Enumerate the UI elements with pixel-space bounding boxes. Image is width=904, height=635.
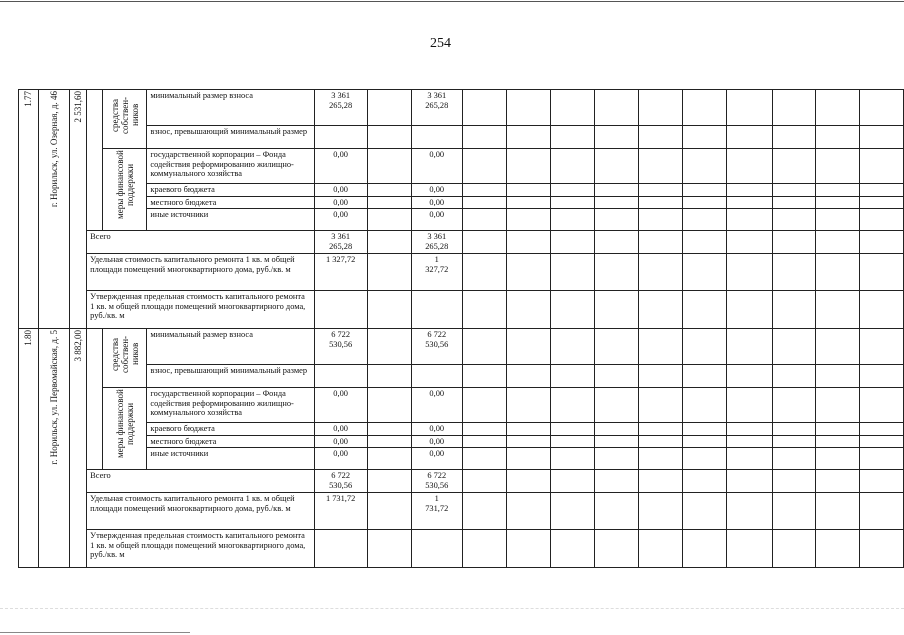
unit-cost-empty-cell: [551, 254, 595, 291]
limit-cost-empty-cell: [682, 291, 726, 329]
limit-cost-empty-cell: [859, 291, 903, 329]
source-value-1: 0,00: [314, 423, 367, 436]
total-empty-cell: [638, 470, 682, 493]
unit-cost-empty-cell: [462, 493, 506, 530]
total-empty-cell: [462, 231, 506, 254]
unit-cost-value-blank: [367, 493, 411, 530]
source-empty-cell: [859, 423, 903, 436]
address-text: г. Норильск, ул. Первомайская, д. 5: [49, 330, 60, 465]
limit-cost-value-2: [411, 530, 462, 568]
source-empty-cell: [727, 388, 773, 423]
source-empty-cell: [595, 388, 638, 423]
source-empty-cell: [816, 423, 859, 436]
source-empty-cell: [462, 126, 506, 149]
source-empty-cell: [682, 448, 726, 470]
source-empty-cell: [859, 209, 903, 231]
unit-cost-value-2: 1 731,72: [411, 493, 462, 530]
limit-cost-empty-cell: [773, 291, 816, 329]
limit-cost-empty-cell: [816, 291, 859, 329]
source-empty-cell: [551, 435, 595, 448]
source-label: государственной корпорации – Фонда содействия реформированию жилищно-коммунального хозяйства: [147, 388, 314, 423]
unit-cost-empty-cell: [638, 254, 682, 291]
limit-cost-empty-cell: [462, 530, 506, 568]
source-empty-cell: [727, 196, 773, 209]
item-number: [19, 90, 39, 329]
unit-cost-empty-cell: [816, 493, 859, 530]
source-value-blank: [367, 126, 411, 149]
unit-cost-empty-cell: [595, 254, 638, 291]
source-value-2: 3 361 265,28: [411, 90, 462, 126]
source-empty-cell: [595, 184, 638, 197]
source-label: государственной корпорации – Фонда содействия реформированию жилищно-коммунального хозяйства: [147, 149, 314, 184]
source-empty-cell: [773, 149, 816, 184]
source-empty-cell: [462, 435, 506, 448]
source-value-blank: [367, 209, 411, 231]
total-empty-cell: [595, 470, 638, 493]
unit-cost-empty-cell: [638, 493, 682, 530]
source-empty-cell: [638, 388, 682, 423]
unit-cost-empty-cell: [551, 493, 595, 530]
source-value-2: 0,00: [411, 423, 462, 436]
unit-cost-value-1: 1 731,72: [314, 493, 367, 530]
source-empty-cell: [551, 90, 595, 126]
source-empty-cell: [773, 90, 816, 126]
table-row: [19, 493, 904, 530]
source-empty-cell: [859, 196, 903, 209]
limit-cost-empty-cell: [638, 291, 682, 329]
source-empty-cell: [727, 126, 773, 149]
source-label: местного бюджета: [147, 196, 314, 209]
source-empty-cell: [506, 209, 550, 231]
source-empty-cell: [638, 149, 682, 184]
source-empty-cell: [506, 423, 550, 436]
total-value-blank: [367, 231, 411, 254]
table-row: [19, 126, 904, 149]
source-value-1: 0,00: [314, 196, 367, 209]
source-empty-cell: [462, 329, 506, 365]
source-empty-cell: [506, 435, 550, 448]
source-value-blank: [367, 388, 411, 423]
page-fold-line: [0, 608, 904, 609]
owners-funds-group-text: средства собствен-ников: [109, 335, 140, 373]
source-empty-cell: [462, 149, 506, 184]
source-value-blank: [367, 196, 411, 209]
item-number: [19, 329, 39, 568]
table-row: [19, 149, 904, 184]
source-empty-cell: [773, 184, 816, 197]
source-empty-cell: [727, 184, 773, 197]
item-number-text: 1.80: [23, 330, 34, 346]
source-empty-cell: [595, 423, 638, 436]
source-empty-cell: [551, 329, 595, 365]
source-empty-cell: [638, 329, 682, 365]
source-empty-cell: [462, 209, 506, 231]
address: [38, 329, 69, 568]
source-value-1: 0,00: [314, 388, 367, 423]
source-empty-cell: [727, 365, 773, 388]
source-empty-cell: [551, 423, 595, 436]
total-value-2: 3 361 265,28: [411, 231, 462, 254]
source-value-blank: [367, 365, 411, 388]
source-empty-cell: [773, 435, 816, 448]
total-label: Всего: [87, 470, 315, 493]
financial-support-group-text: меры финансовой поддержки: [114, 389, 135, 459]
source-value-2: 0,00: [411, 196, 462, 209]
source-label: взнос, превышающий минимальный размер: [147, 365, 314, 388]
source-value-blank: [367, 149, 411, 184]
source-empty-cell: [638, 126, 682, 149]
limit-cost-value-1: [314, 291, 367, 329]
source-empty-cell: [859, 448, 903, 470]
table-row: [19, 329, 904, 365]
total-label: Всего: [87, 231, 315, 254]
total-empty-cell: [682, 231, 726, 254]
table-row: [19, 448, 904, 470]
total-empty-cell: [816, 231, 859, 254]
source-empty-cell: [816, 149, 859, 184]
table-row: [19, 435, 904, 448]
source-empty-cell: [595, 448, 638, 470]
source-empty-cell: [816, 365, 859, 388]
source-empty-cell: [682, 365, 726, 388]
source-empty-cell: [682, 388, 726, 423]
total-empty-cell: [506, 470, 550, 493]
limit-cost-empty-cell: [595, 530, 638, 568]
source-empty-cell: [551, 126, 595, 149]
unit-cost-value-blank: [367, 254, 411, 291]
source-empty-cell: [506, 149, 550, 184]
source-empty-cell: [859, 90, 903, 126]
total-empty-cell: [551, 231, 595, 254]
total-area-text: 3 882,00: [73, 330, 84, 362]
financial-support-group-text: меры финансовой поддержки: [114, 150, 135, 220]
limit-cost-empty-cell: [727, 530, 773, 568]
limit-cost-label: Утвержденная предельная стоимость капитального ремонта 1 кв. м общей площади помещений многоквартирного дома, руб./кв. м: [87, 530, 315, 568]
source-empty-cell: [859, 435, 903, 448]
source-value-blank: [367, 184, 411, 197]
source-empty-cell: [638, 209, 682, 231]
owners-funds-group-text: средства собствен-ников: [109, 96, 140, 134]
source-value-1: 0,00: [314, 448, 367, 470]
unit-cost-empty-cell: [506, 493, 550, 530]
source-empty-cell: [462, 448, 506, 470]
limit-cost-empty-cell: [859, 530, 903, 568]
source-empty-cell: [638, 184, 682, 197]
source-empty-cell: [506, 329, 550, 365]
source-empty-cell: [682, 126, 726, 149]
source-empty-cell: [816, 329, 859, 365]
unit-cost-empty-cell: [816, 254, 859, 291]
source-label: краевого бюджета: [147, 423, 314, 436]
source-value-blank: [367, 329, 411, 365]
source-empty-cell: [595, 90, 638, 126]
source-empty-cell: [638, 448, 682, 470]
source-value-1: 0,00: [314, 435, 367, 448]
source-empty-cell: [595, 209, 638, 231]
total-empty-cell: [551, 470, 595, 493]
page-top-border: [0, 1, 904, 2]
unit-cost-empty-cell: [859, 493, 903, 530]
source-empty-cell: [551, 448, 595, 470]
total-empty-cell: [773, 470, 816, 493]
source-empty-cell: [462, 184, 506, 197]
total-empty-cell: [595, 231, 638, 254]
source-label: минимальный размер взноса: [147, 90, 314, 126]
total-value-blank: [367, 470, 411, 493]
unit-cost-label: Удельная стоимость капитального ремонта 1 кв. м общей площади помещений многоквартирного дома, руб./кв. м: [87, 254, 315, 291]
source-label: иные источники: [147, 209, 314, 231]
source-empty-cell: [816, 184, 859, 197]
source-empty-cell: [727, 448, 773, 470]
limit-cost-empty-cell: [462, 291, 506, 329]
limit-cost-empty-cell: [773, 530, 816, 568]
total-area: [70, 329, 87, 568]
source-value-1: 6 722 530,56: [314, 329, 367, 365]
source-value-1: [314, 365, 367, 388]
source-empty-cell: [727, 435, 773, 448]
unit-cost-label: Удельная стоимость капитального ремонта 1 кв. м общей площади помещений многоквартирного дома, руб./кв. м: [87, 493, 315, 530]
source-empty-cell: [638, 365, 682, 388]
total-empty-cell: [462, 470, 506, 493]
limit-cost-empty-cell: [682, 530, 726, 568]
limit-cost-value-1: [314, 530, 367, 568]
total-value-1: 3 361 265,28: [314, 231, 367, 254]
source-value-1: 0,00: [314, 209, 367, 231]
total-empty-cell: [727, 470, 773, 493]
total-empty-cell: [859, 231, 903, 254]
total-empty-cell: [506, 231, 550, 254]
source-empty-cell: [682, 329, 726, 365]
source-value-2: 6 722 530,56: [411, 329, 462, 365]
source-empty-cell: [727, 423, 773, 436]
source-empty-cell: [859, 149, 903, 184]
table-row: [19, 530, 904, 568]
unit-cost-empty-cell: [859, 254, 903, 291]
source-empty-cell: [638, 196, 682, 209]
source-label: краевого бюджета: [147, 184, 314, 197]
limit-cost-empty-cell: [551, 530, 595, 568]
source-empty-cell: [462, 365, 506, 388]
source-value-2: 0,00: [411, 184, 462, 197]
total-empty-cell: [727, 231, 773, 254]
table-row: [19, 365, 904, 388]
limit-cost-empty-cell: [638, 530, 682, 568]
source-empty-cell: [595, 329, 638, 365]
table-row: [19, 209, 904, 231]
source-empty-cell: [727, 209, 773, 231]
source-empty-cell: [859, 365, 903, 388]
source-value-2: 0,00: [411, 149, 462, 184]
address: [38, 90, 69, 329]
source-empty-cell: [551, 209, 595, 231]
source-value-blank: [367, 423, 411, 436]
total-empty-cell: [638, 231, 682, 254]
source-empty-cell: [506, 90, 550, 126]
source-value-2: 0,00: [411, 435, 462, 448]
spacer-cell: [87, 90, 103, 231]
unit-cost-empty-cell: [462, 254, 506, 291]
unit-cost-empty-cell: [773, 493, 816, 530]
source-value-2: [411, 365, 462, 388]
source-empty-cell: [506, 126, 550, 149]
source-empty-cell: [638, 90, 682, 126]
total-area-text: 2 531,60: [73, 91, 84, 123]
unit-cost-value-1: 1 327,72: [314, 254, 367, 291]
table-row: [19, 423, 904, 436]
unit-cost-empty-cell: [727, 493, 773, 530]
source-empty-cell: [638, 423, 682, 436]
source-empty-cell: [462, 388, 506, 423]
source-empty-cell: [859, 126, 903, 149]
source-empty-cell: [595, 435, 638, 448]
limit-cost-value-2: [411, 291, 462, 329]
unit-cost-empty-cell: [682, 493, 726, 530]
source-empty-cell: [551, 196, 595, 209]
source-empty-cell: [816, 448, 859, 470]
source-value-2: 0,00: [411, 448, 462, 470]
total-value-2: 6 722 530,56: [411, 470, 462, 493]
source-value-blank: [367, 90, 411, 126]
source-empty-cell: [551, 365, 595, 388]
repair-cost-table: [18, 89, 904, 568]
source-empty-cell: [682, 435, 726, 448]
source-value-1: [314, 126, 367, 149]
source-empty-cell: [595, 196, 638, 209]
table-row: [19, 184, 904, 197]
source-empty-cell: [462, 196, 506, 209]
owners-funds-group: [102, 90, 147, 149]
limit-cost-empty-cell: [595, 291, 638, 329]
source-empty-cell: [773, 388, 816, 423]
source-empty-cell: [727, 149, 773, 184]
source-empty-cell: [859, 184, 903, 197]
limit-cost-empty-cell: [506, 291, 550, 329]
source-value-1: 0,00: [314, 149, 367, 184]
total-empty-cell: [682, 470, 726, 493]
source-empty-cell: [816, 196, 859, 209]
source-empty-cell: [773, 209, 816, 231]
source-empty-cell: [506, 184, 550, 197]
unit-cost-empty-cell: [682, 254, 726, 291]
table-row: [19, 388, 904, 423]
source-empty-cell: [773, 196, 816, 209]
unit-cost-empty-cell: [595, 493, 638, 530]
item-number-text: 1.77: [23, 91, 34, 107]
source-empty-cell: [682, 184, 726, 197]
source-empty-cell: [682, 423, 726, 436]
source-empty-cell: [595, 365, 638, 388]
financial-support-group: [102, 149, 147, 231]
source-empty-cell: [638, 435, 682, 448]
source-label: минимальный размер взноса: [147, 329, 314, 365]
source-empty-cell: [551, 388, 595, 423]
owners-funds-group: [102, 329, 147, 388]
limit-cost-label: Утвержденная предельная стоимость капитального ремонта 1 кв. м общей площади помещений многоквартирного дома, руб./кв. м: [87, 291, 315, 329]
source-empty-cell: [506, 448, 550, 470]
page-number: 254: [430, 36, 451, 51]
source-label: взнос, превышающий минимальный размер: [147, 126, 314, 149]
source-value-2: 0,00: [411, 209, 462, 231]
unit-cost-empty-cell: [727, 254, 773, 291]
limit-cost-value-blank: [367, 530, 411, 568]
limit-cost-empty-cell: [727, 291, 773, 329]
source-empty-cell: [816, 90, 859, 126]
source-empty-cell: [727, 329, 773, 365]
source-empty-cell: [462, 423, 506, 436]
table-row: [19, 196, 904, 209]
source-empty-cell: [816, 209, 859, 231]
source-value-2: 0,00: [411, 388, 462, 423]
source-empty-cell: [506, 388, 550, 423]
source-empty-cell: [682, 90, 726, 126]
total-empty-cell: [859, 470, 903, 493]
source-value-1: 3 361 265,28: [314, 90, 367, 126]
source-empty-cell: [551, 149, 595, 184]
source-empty-cell: [773, 448, 816, 470]
source-label: местного бюджета: [147, 435, 314, 448]
source-empty-cell: [462, 90, 506, 126]
table-row: [19, 90, 904, 126]
spacer-cell: [87, 329, 103, 470]
source-label: иные источники: [147, 448, 314, 470]
source-empty-cell: [859, 329, 903, 365]
source-empty-cell: [773, 329, 816, 365]
source-empty-cell: [727, 90, 773, 126]
source-empty-cell: [773, 126, 816, 149]
source-empty-cell: [859, 388, 903, 423]
source-empty-cell: [506, 196, 550, 209]
source-empty-cell: [682, 196, 726, 209]
source-value-blank: [367, 448, 411, 470]
total-area: [70, 90, 87, 329]
source-empty-cell: [773, 423, 816, 436]
financial-support-group: [102, 388, 147, 470]
source-empty-cell: [773, 365, 816, 388]
source-empty-cell: [816, 435, 859, 448]
source-empty-cell: [816, 126, 859, 149]
total-value-1: 6 722 530,56: [314, 470, 367, 493]
source-value-1: 0,00: [314, 184, 367, 197]
unit-cost-empty-cell: [773, 254, 816, 291]
source-empty-cell: [551, 184, 595, 197]
source-empty-cell: [595, 126, 638, 149]
table-row: [19, 470, 904, 493]
address-text: г. Норильск, ул. Озерная, д. 46: [49, 91, 60, 208]
total-empty-cell: [816, 470, 859, 493]
table-row: [19, 231, 904, 254]
total-empty-cell: [773, 231, 816, 254]
unit-cost-value-2: 1 327,72: [411, 254, 462, 291]
limit-cost-empty-cell: [551, 291, 595, 329]
source-empty-cell: [506, 365, 550, 388]
limit-cost-empty-cell: [816, 530, 859, 568]
source-value-2: [411, 126, 462, 149]
source-empty-cell: [595, 149, 638, 184]
source-empty-cell: [682, 209, 726, 231]
limit-cost-empty-cell: [506, 530, 550, 568]
table-row: [19, 254, 904, 291]
unit-cost-empty-cell: [506, 254, 550, 291]
source-value-blank: [367, 435, 411, 448]
table-row: [19, 291, 904, 329]
limit-cost-value-blank: [367, 291, 411, 329]
page-bottom-line: [0, 632, 190, 633]
source-empty-cell: [816, 388, 859, 423]
source-empty-cell: [682, 149, 726, 184]
